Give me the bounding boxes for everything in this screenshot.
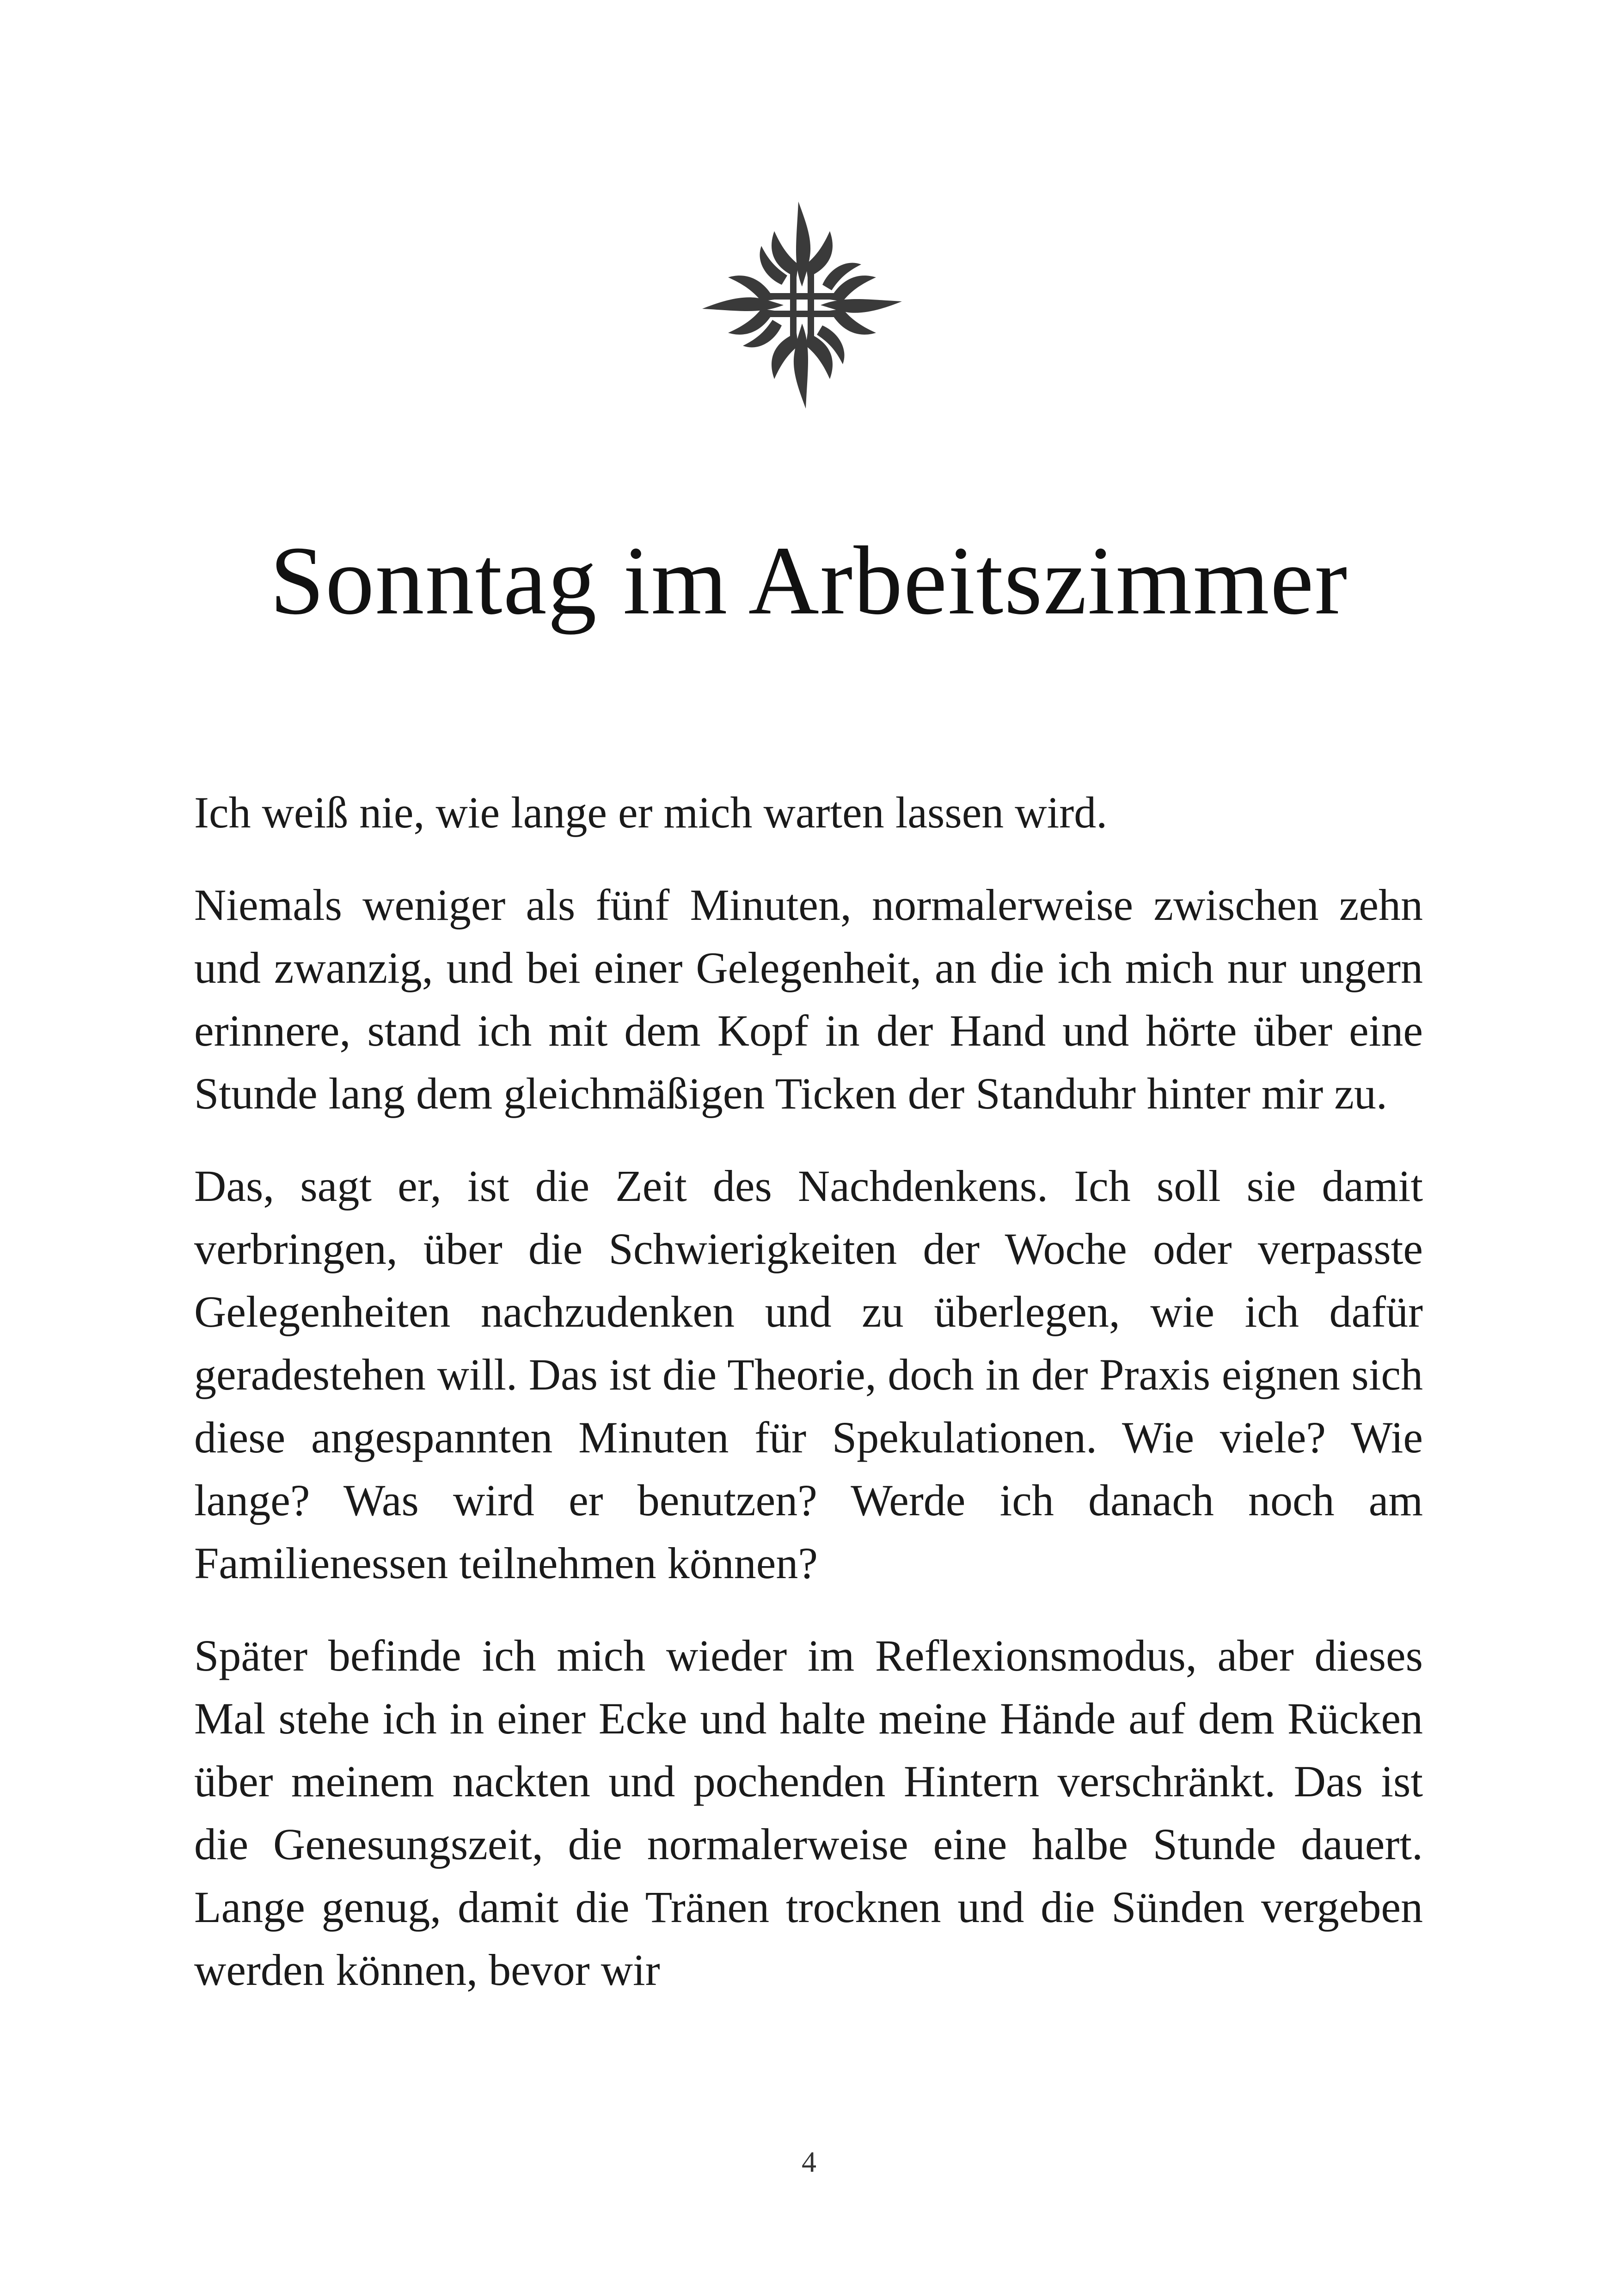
paragraph: Niemals weniger als fünf Minuten, normalerweise zwischen zehn und zwanzig, und bei einer Gelegenheit, an die ich mich nur ungern erinnere, stand ich mit dem Kopf in der Hand und hörte über eine Stunde lang dem gleichmäßigen Ticken der Standuhr hinter mir zu. bbox=[194, 880, 1423, 1118]
fleuron-ornament-icon bbox=[700, 199, 904, 411]
chapter-title: Sonntag im Arbeitszimmer bbox=[270, 526, 1348, 635]
body-text bbox=[194, 781, 1423, 2031]
paragraph: Ich weiß nie, wie lange er mich warten lassen wird. bbox=[194, 788, 1108, 837]
page-number: 4 bbox=[802, 2145, 816, 2178]
paragraph: Das, sagt er, ist die Zeit des Nachdenkens. Ich soll sie damit verbringen, über die Schwierigkeiten der Woche oder verpasste Gelegenheiten nachzudenken und zu überlegen, wie ich dafür geradestehen will. Das ist die Theorie, doch in der Praxis eignen sich diese angespannten Minuten für Spekulationen. Wie viele? Wie lange? Was wird er benutzen? Werde ich danach noch am Familienessen teilnehmen können? bbox=[194, 1161, 1423, 1588]
paragraph: Später befinde ich mich wieder im Reflexionsmodus, aber dieses Mal stehe ich in einer Ecke und halte meine Hände auf dem Rücken über meinem nackten und pochenden Hintern verschränkt. Das ist die Genesungszeit, die normalerweise eine halbe Stunde dauert. Lange genug, damit die Tränen trocknen und die Sünden vergeben werden können, bevor wir bbox=[194, 1631, 1423, 1995]
